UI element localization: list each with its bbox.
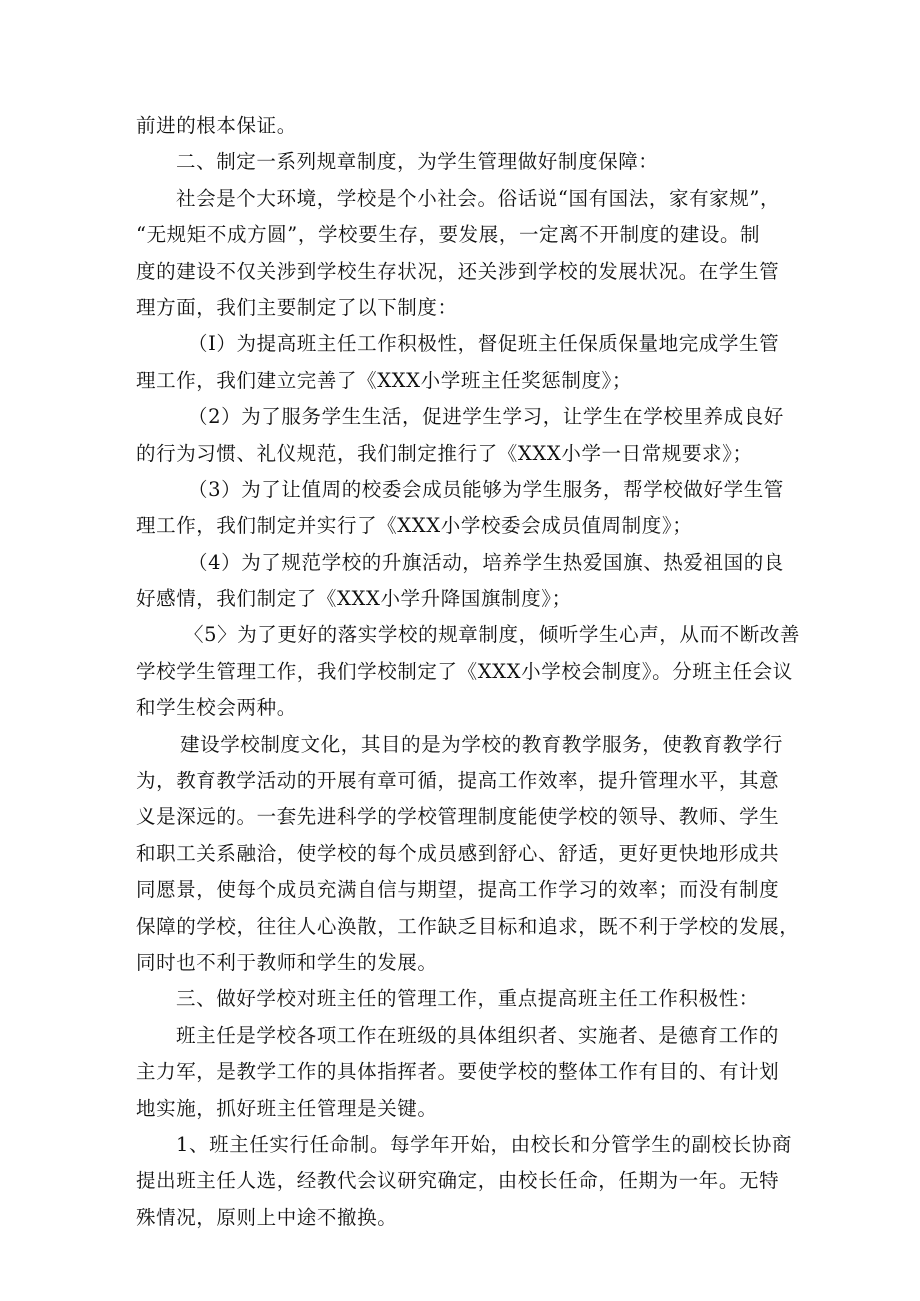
text-line: 好感情，我们制定了《XXX小学升降国旗制度》；: [136, 587, 572, 611]
text-line: 为，教育教学活动的开展有章可循，提高工作效率，提升管理水平，其意: [136, 769, 780, 793]
text-line: 理方面，我们主要制定了以下制度：: [136, 295, 458, 319]
text-line: 和学生校会两种。: [136, 696, 297, 720]
text-line: 班主任是学校各项工作在班级的具体组织者、实施者、是德育工作的: [176, 1023, 780, 1047]
list-item-2: （2）为了服务学生生活，促进学生学习，让学生在学校里养成良好: [188, 405, 784, 429]
section-heading-2: 二、制定一系列规章制度，为学生管理做好制度保障：: [176, 150, 659, 174]
text-line: 和职工关系融洽，使学校的每个成员感到舒心、舒适，更好更快地形成共: [136, 841, 780, 865]
text-line: 同愿景，使每个成员充满自信与期望，提高工作学习的效率；而没有制度: [136, 878, 780, 902]
text-line: 提出班主任人选，经教代会议研究确定，由校长任命，任期为一年。无特: [136, 1169, 780, 1193]
document-page: [136, 108, 801, 1236]
text-line: 殊情况，原则上中途不撤换。: [136, 1205, 398, 1229]
list-item-4: （4）为了规范学校的升旗活动，培养学生热爱国旗、热爱祖国的良: [188, 550, 784, 574]
list-item-5: 〈5〉为了更好的落实学校的规章制度，倾听学生心声，从而不断改善: [184, 623, 801, 647]
text-line: 义是深远的。一套先进科学的学校管理制度能使学校的领导、教师、学生: [136, 805, 780, 829]
text-line: 理工作，我们建立完善了《XXX小学班主任奖惩制度》；: [136, 368, 632, 392]
text-line: 保障的学校，往往人心涣散，工作缺乏目标和追求，既不利于学校的发展，: [136, 914, 800, 938]
list-item-3: （3）为了让值周的校委会成员能够为学生服务，帮学校做好学生管: [188, 477, 784, 501]
text-line: 的行为习惯、礼仪规范，我们制定推行了《XXX小学一日常规要求》；: [136, 441, 753, 465]
text-line: 理工作，我们制定并实行了《XXX小学校委会成员值周制度》；: [136, 514, 693, 538]
text-line: “无规矩不成方圆”，学校要生存，要发展，一定离不开制度的建设。制: [136, 223, 761, 247]
text-line: 度的建设不仅关涉到学校生存状况，还关涉到学校的发展状况。在学生管: [136, 259, 780, 283]
section-heading-3: 三、做好学校对班主任的管理工作，重点提高班主任工作积极性：: [176, 987, 759, 1011]
text-line: 建设学校制度文化，其目的是为学校的教育教学服务，使教育教学行: [180, 732, 784, 756]
text-line: 学校学生管理工作，我们学校制定了《XXX小学校会制度》。分班主任会议: [136, 659, 793, 683]
text-line: 前进的根本保证。: [136, 114, 297, 137]
text-line: 1、班主任实行任命制。每学年开始，由校长和分管学生的副校长协商: [176, 1132, 793, 1156]
text-line: 主力军，是教学工作的具体指挥者。要使学校的整体工作有目的、有计划: [136, 1060, 780, 1084]
text-line: 地实施，抓好班主任管理是关键。: [136, 1096, 438, 1120]
list-item-1: （I）为提高班主任工作积极性，督促班主任保质保量地完成学生管: [188, 332, 780, 356]
text-line: 同时也不利于教师和学生的发展。: [136, 950, 438, 974]
text-line: 社会是个大环境，学校是个小社会。俗话说“国有国法，家有家规”，: [176, 186, 781, 210]
